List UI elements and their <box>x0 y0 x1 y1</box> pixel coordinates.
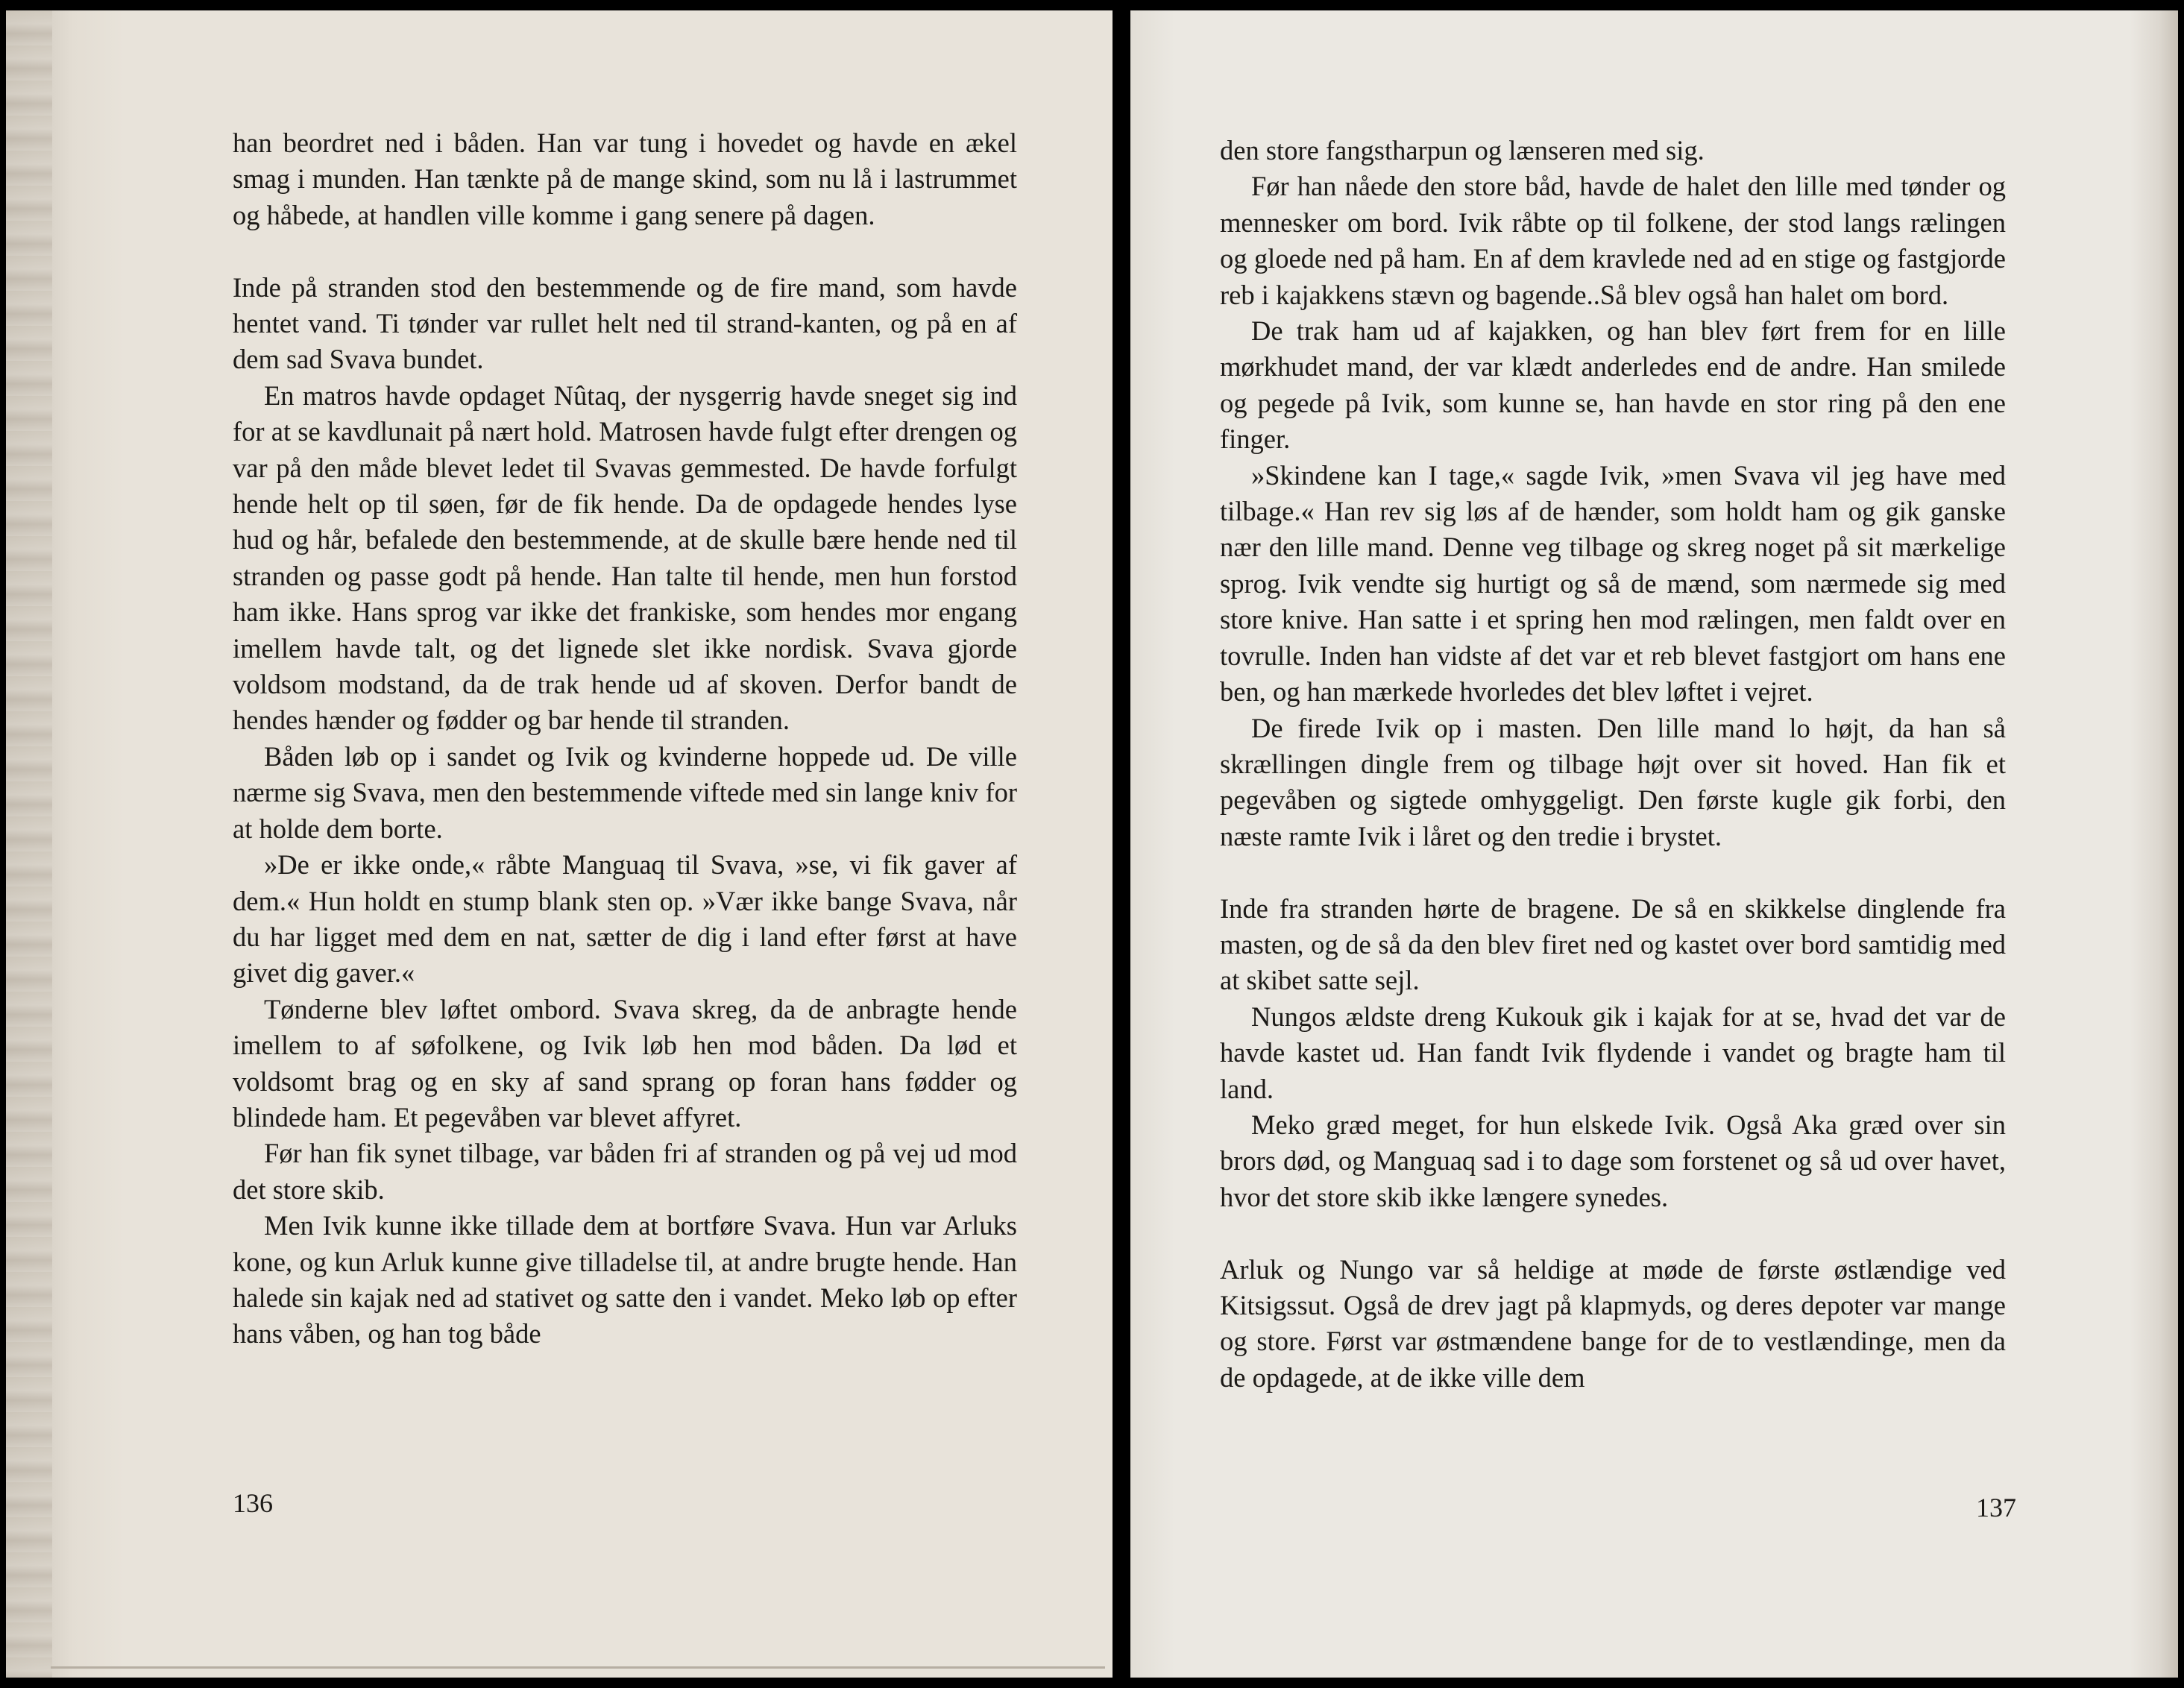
paragraph: Nungos ældste dreng Kukouk gik i kajak for at se, hvad det var de havde kastet ud. Han fandt Ivik flydende i vandet og bragte ham til land. <box>1220 1001 2006 1104</box>
paragraph: Båden løb op i sandet og Ivik og kvinderne hoppede ud. De ville nærme sig Svava, men den bestemmende viftede med sin lange kniv for at holde dem borte. <box>233 740 1017 844</box>
right-page <box>1130 10 2178 1678</box>
paragraph: De firede Ivik op i masten. Den lille mand lo højt, da han så skrællingen dingle frem og tilbage højt over sit hoved. Han fik et pegevåben og sigtede omhyggeligt. Den første kugle gik forbi, den næste ramte Ivik i låret og den tredie i brystet. <box>1220 712 2006 851</box>
paragraph: De trak ham ud af kajakken, og han blev ført frem for en lille mørkhudet mand, der var klædt anderledes end de andre. Han smilede og pegede på Ivik, som kunne se, han havde en stor ring på den ene finger. <box>1220 315 2006 455</box>
paragraph: »Skindene kan I tage,« sagde Ivik, »men Svava vil jeg have med tilbage.« Han rev sig løs af de hænder, som holdt ham og gik ganske nær den lille mand. Denne veg tilbage og skreg noget på sit mærkelige sprog. Ivik vendte sig hurtigt og så de mænd, som nærmede sig med store knive. Han satte i et spring hen mod rælingen, men faldt over en tovrulle. Inden han vidste af det var et reb blevet fastgjort om hans ene ben, og han mærkede hvorledes det blev løftet i vejret. <box>1220 459 2006 708</box>
right-page-number: 137 <box>1976 1493 2016 1522</box>
right-page-text <box>1220 133 2006 1396</box>
paragraph: Før han fik synet tilbage, var båden fri af stranden og på vej ud mod det store skib. <box>233 1138 1017 1205</box>
paragraph: den store fangstharpun og lænseren med sig. <box>1220 135 1705 166</box>
paragraph: »De er ikke onde,« råbte Manguaq til Svava, »se, vi fik gaver af dem.« Hun holdt en stump blank sten op. »Vær ikke bange Svava, når du har ligget med dem en nat, sætter de dig i land efter først at have givet dig gaver.« <box>233 849 1017 989</box>
paragraph: Før han nåede den store båd, havde de halet den lille med tønder og mennesker om bord. Ivik råbte op til folkene, der stod langs rælingen og gloede ned på ham. En af dem kravlede ned ad en stige og fastgjorde reb i kajakkens stævn og bagende..Så blev også han halet om bord. <box>1220 171 2006 310</box>
left-page-number: 136 <box>233 1488 273 1518</box>
paragraph: Meko græd meget, for hun elskede Ivik. Også Aka græd over sin brors død, og Manguaq sad i to dage som forstenet og så ud over havet, hvor det store skib ikke længere synedes. <box>1220 1109 2006 1212</box>
paragraph: En matros havde opdaget Nûtaq, der nysgerrig havde sneget sig ind for at se kavdlunait på nært hold. Matrosen havde fulgt efter drengen og var på den måde blevet ledet til Svavas gemmested. De havde forfulgt hende helt op til søen, før de fik hende. Da de opdagede hendes lyse hud og hår, befalede den bestemmende, at de skulle bære hende ned til stranden og passe godt på hende. Han talte til hende, men hun forstod ham ikke. Hans sprog var ikke det frankiske, som hendes mor engang imellem havde talt, og det lignede slet ikke nordisk. Svava gjorde voldsom modstand, da de trak hende ud af skoven. Derfor bandt de hendes hænder og fødder og bar hende til stranden. <box>233 380 1017 736</box>
left-page-text <box>233 125 1017 1352</box>
left-page <box>6 10 1113 1678</box>
book-spine-edge <box>6 10 52 1678</box>
paragraph: Inde fra stranden hørte de bragene. De så en skikkelse dinglende fra masten, og de så da den blev firet ned og kastet over bord samtidig med at skibet satte sejl. <box>1220 892 2006 996</box>
paragraph: Inde på stranden stod den bestemmende og de fire mand, som havde hentet vand. Ti tønder var rullet helt ned til strand-kanten, og på en af dem sad Svava bundet. <box>233 271 1017 375</box>
paragraph: Tønderne blev løftet ombord. Svava skreg, da de anbragte hende imellem to af søfolkene, og Ivik løb hen mod båden. Da lød et voldsomt brag og en sky af sand sprang op foran hans fødder og blindede ham. Et pegevåben var blevet affyret. <box>233 993 1017 1133</box>
paragraph: han beordret ned i båden. Han var tung i hovedet og havde en ækel smag i munden. Han tænkte på de mange skind, som nu lå i lastrummet og håbede, at handlen ville komme i gang senere på dagen. <box>233 127 1017 230</box>
left-page-bottom-edge <box>51 1666 1105 1669</box>
paragraph: Arluk og Nungo var så heldige at møde de første østlændige ved Kitsigssut. Også de drev jagt på klapmyds, og deres depoter var mange og store. Først var østmændene bange for de to vestlændinge, men da de opdagede, at de ikke ville dem <box>1220 1253 2006 1393</box>
paragraph: Men Ivik kunne ikke tillade dem at bortføre Svava. Hun var Arluks kone, og kun Arluk kunne give tilladelse til, at andre brugte hende. Han halede sin kajak ned ad stativet og satte den i vandet. Meko løb op efter hans våben, og han tog både <box>233 1210 1017 1350</box>
